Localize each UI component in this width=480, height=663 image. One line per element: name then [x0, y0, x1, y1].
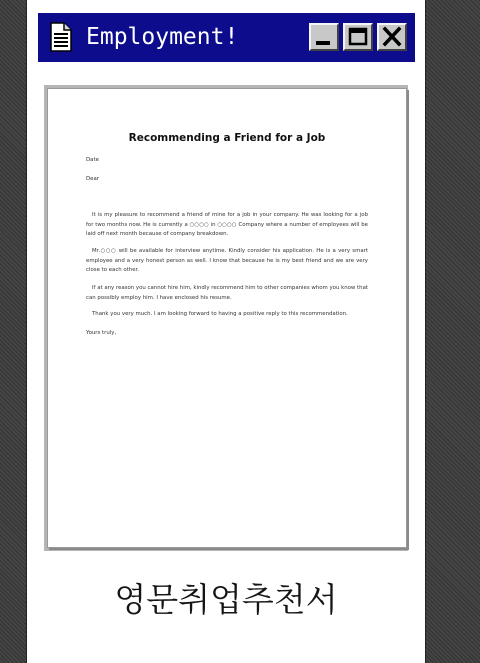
document-page: [47, 88, 407, 548]
letter-salutation: Dear: [86, 176, 99, 182]
letter-paragraph: It is my pleasure to recommend a friend of mine for a job in your company. He was looking for a job for two months now. He is currently a ○○○○ in ○○○○ Company where a number of employees will be laid off next month because of company breakdown.: [86, 212, 368, 237]
minimize-button[interactable]: [309, 23, 339, 51]
window-title: Employment!: [86, 24, 239, 50]
letter-paragraph: Mr.○○○ will be available for interview anytime. Kindly consider his application. He is a very smart employee and a very honest person as well. I know that because he is my best friend and we are very close to each other.: [86, 248, 368, 273]
title-bar[interactable]: [38, 13, 415, 62]
letter-closing: Yours truly,: [86, 330, 117, 336]
letter-paragraph: If at any reason you cannot hire him, kindly recommend him to other companies whom you know that can possibly employ him. I have enclosed his resume.: [86, 285, 368, 301]
maximize-button[interactable]: [343, 23, 373, 51]
document-icon: [50, 22, 72, 52]
letter-title: Recommending a Friend for a Job: [128, 132, 326, 144]
close-button[interactable]: [377, 23, 407, 51]
document-preview-frame: [44, 85, 408, 551]
page-caption: 영문취업추천서: [114, 580, 338, 619]
letter-date: Date: [86, 157, 99, 163]
employment-window: [27, 0, 425, 663]
letter-paragraph: Thank you very much. I am looking forward to having a positive reply to this recommendation.: [92, 311, 348, 317]
